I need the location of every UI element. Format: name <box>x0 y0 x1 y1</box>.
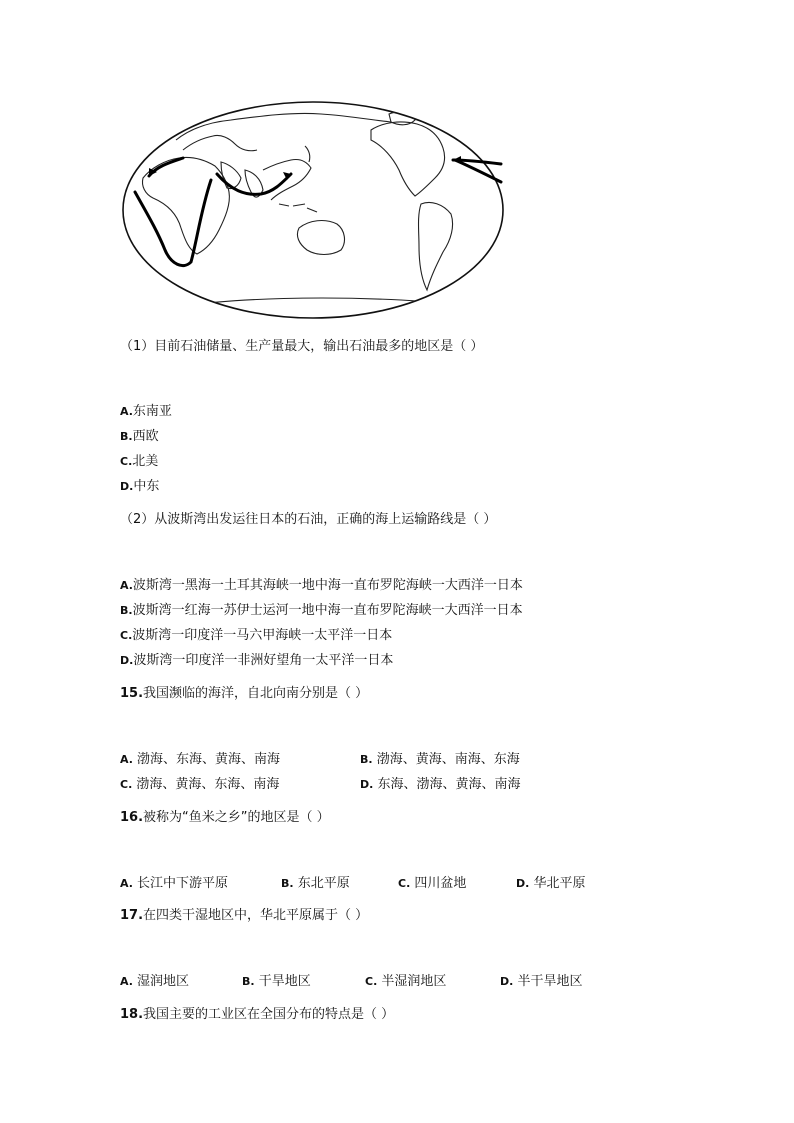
q16-option-d[interactable] <box>516 875 585 893</box>
option-text: 华北平原 <box>529 876 586 891</box>
q17-option-d[interactable] <box>500 973 582 991</box>
option-text: 波斯湾一黑海一土耳其海峡一地中海一直布罗陀海峡一大西洋一日本 <box>132 578 523 593</box>
option-text: 东北平原 <box>293 876 350 891</box>
q15-option-b[interactable] <box>360 751 520 769</box>
sub1-option-b[interactable] <box>120 428 159 446</box>
sub1-question: （1）目前石油储量、生产量最大，输出石油最多的地区是（ ） <box>120 339 484 354</box>
q16-option-b[interactable] <box>281 875 350 893</box>
option-text: 中东 <box>133 479 160 494</box>
world-map-figure <box>121 100 505 320</box>
option-text: 半干旱地区 <box>513 974 583 989</box>
world-map-icon <box>121 100 505 320</box>
sub1-option-a[interactable] <box>120 403 172 421</box>
question-text: 在四类干湿地区中，华北平原属于（ ） <box>143 908 369 923</box>
q16-option-c[interactable] <box>398 875 466 893</box>
sub1-option-c[interactable] <box>120 453 158 471</box>
option-letter: B. <box>281 877 294 890</box>
option-letter: D. <box>360 778 374 791</box>
sub2-option-c[interactable] <box>120 627 392 645</box>
option-letter: C. <box>398 877 411 890</box>
option-text: 渤海、黄海、东海、南海 <box>132 777 280 792</box>
option-text: 半湿润地区 <box>377 974 447 989</box>
option-text: 波斯湾一印度洋一马六甲海峡一太平洋一日本 <box>132 628 393 643</box>
q17-option-a[interactable] <box>120 973 189 991</box>
q15-option-d[interactable] <box>360 776 520 794</box>
sub2-option-d[interactable] <box>120 652 393 670</box>
sub2-option-b[interactable] <box>120 602 523 620</box>
q15-option-a[interactable] <box>120 751 280 769</box>
option-letter: B. <box>120 604 133 617</box>
option-letter: A. <box>120 753 133 766</box>
option-letter: D. <box>516 877 530 890</box>
option-letter: C. <box>120 629 133 642</box>
q15-question <box>120 685 368 703</box>
q16-question <box>120 809 330 827</box>
q18-question <box>120 1006 394 1024</box>
option-text: 湿润地区 <box>132 974 190 989</box>
question-number: 17. <box>120 908 144 923</box>
option-text: 波斯湾一印度洋一非洲好望角一太平洋一日本 <box>133 653 394 668</box>
option-text: 干旱地区 <box>254 974 311 989</box>
option-letter: D. <box>120 654 134 667</box>
option-text: 西欧 <box>132 429 159 444</box>
option-text: 北美 <box>132 454 159 469</box>
option-letter: C. <box>365 975 378 988</box>
option-text: 四川盆地 <box>410 876 467 891</box>
option-letter: B. <box>360 753 373 766</box>
option-letter: A. <box>120 579 133 592</box>
option-letter: B. <box>242 975 255 988</box>
question-text: 我国濒临的海洋，自北向南分别是（ ） <box>143 686 369 701</box>
question-number: 18. <box>120 1007 144 1022</box>
option-text: 波斯湾一红海一苏伊士运河一地中海一直布罗陀海峡一大西洋一日本 <box>132 603 523 618</box>
question-number: 15. <box>120 686 144 701</box>
q17-question <box>120 907 368 925</box>
option-letter: A. <box>120 405 133 418</box>
q17-option-b[interactable] <box>242 973 311 991</box>
option-text: 渤海、东海、黄海、南海 <box>132 752 281 767</box>
option-letter: C. <box>120 778 133 791</box>
option-letter: D. <box>120 480 134 493</box>
option-letter: D. <box>500 975 514 988</box>
sub2-option-a[interactable] <box>120 577 523 595</box>
q15-option-c[interactable] <box>120 776 279 794</box>
question-text: 我国主要的工业区在全国分布的特点是（ ） <box>143 1007 395 1022</box>
option-letter: A. <box>120 877 133 890</box>
question-text: 被称为“鱼米之乡”的地区是（ ） <box>143 810 330 825</box>
option-letter: A. <box>120 975 133 988</box>
question-number: 16. <box>120 810 144 825</box>
sub2-question: （2）从波斯湾出发运往日本的石油，正确的海上运输路线是（ ） <box>120 512 497 527</box>
option-text: 东南亚 <box>132 404 172 419</box>
q16-option-a[interactable] <box>120 875 228 893</box>
option-letter: B. <box>120 430 133 443</box>
option-text: 渤海、黄海、南海、东海 <box>372 752 520 767</box>
option-text: 东海、渤海、黄海、南海 <box>373 777 521 792</box>
q17-option-c[interactable] <box>365 973 446 991</box>
option-text: 长江中下游平原 <box>132 876 229 891</box>
option-letter: C. <box>120 455 133 468</box>
sub1-option-d[interactable] <box>120 478 159 496</box>
